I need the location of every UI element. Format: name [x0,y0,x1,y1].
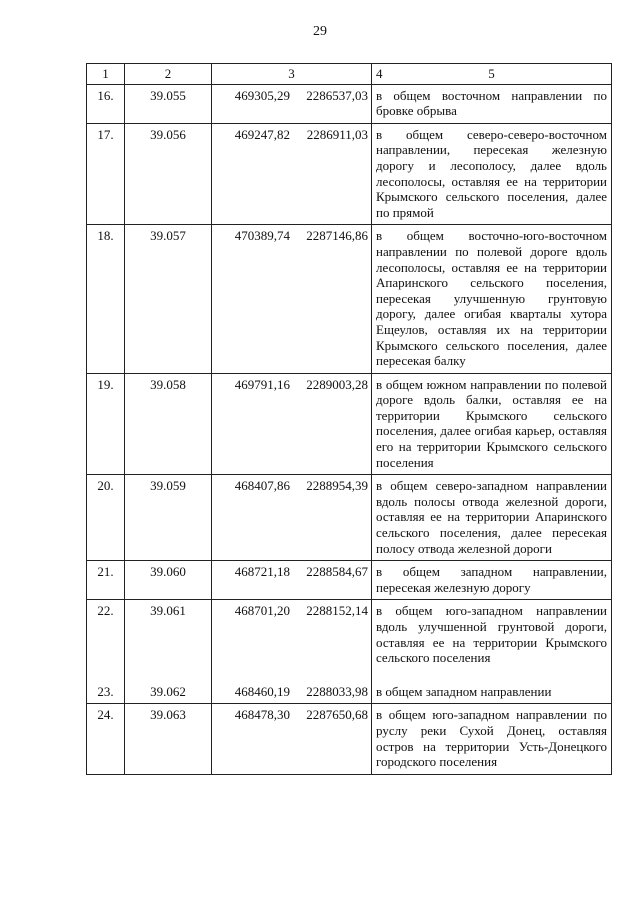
boundary-description: в общем юго-западном направлении по руслу реки Сухой Донец, оставляя остров на территории Усть-Донецкого городского поселения [372,704,612,774]
column-header-5: 5 [372,64,612,85]
coordinate-x: 468478,30 [234,707,290,723]
row-number: 20. [87,475,125,561]
coordinate-y: 2288584,67 [306,564,368,580]
coordinate-x: 469791,16 [234,376,290,392]
table-row [87,670,612,704]
coordinates [212,225,372,373]
coordinates [212,373,372,475]
coordinates [212,670,372,704]
table-row [87,225,612,373]
column-header-3: 3 [212,64,372,85]
coordinates [212,84,372,123]
point-id: 39.062 [125,670,212,704]
table-row [87,123,612,225]
table-row [87,600,612,670]
table-row [87,373,612,475]
coordinate-x: 470389,74 [234,228,290,244]
point-id: 39.063 [125,704,212,774]
coordinates [212,561,372,600]
point-id: 39.056 [125,123,212,225]
coordinate-y: 2288954,39 [306,478,368,494]
coordinate-x: 469305,29 [234,87,290,103]
column-header-2: 2 [125,64,212,85]
row-number: 19. [87,373,125,475]
coordinate-y: 2287650,68 [306,707,368,723]
coordinate-y: 2289003,28 [306,376,368,392]
coordinate-x: 469247,82 [234,126,290,142]
point-id: 39.059 [125,475,212,561]
point-id: 39.060 [125,561,212,600]
row-number: 17. [87,123,125,225]
point-id: 39.057 [125,225,212,373]
table-row [87,561,612,600]
point-id: 39.055 [125,84,212,123]
row-number: 18. [87,225,125,373]
coordinate-x: 468721,18 [234,564,290,580]
boundary-description: в общем северо-западном направлении вдоль полосы отвода железной дороги, оставляя ее на территории Апаринского сельского поселения, далее пересекая полосу отвода железной дороги [372,475,612,561]
boundary-description: в общем восточном направлении по бровке обрыва [372,84,612,123]
coordinate-y: 2287146,86 [306,228,368,244]
boundary-description: в общем юго-западном направлении вдоль улучшенной грунтовой дороги, оставляя ее на территории Крымского сельского поселения [372,600,612,670]
row-number: 16. [87,84,125,123]
table-row [87,84,612,123]
coordinates [212,704,372,774]
coordinate-x: 468407,86 [234,478,290,494]
table-row [87,475,612,561]
boundary-description: в общем восточно-юго-восточном направлении по полевой дороге вдоль лесополосы, оставляя ее на территории Апаринского сельского поселения, пересекая улучшенную грунтовую дорогу, далее огибая кварталы хутора Ещеулов, оставляя их на территории Крымского сельского поселения, далее пересекая балку [372,225,612,373]
page-number: 29 [313,24,327,39]
coordinates [212,600,372,670]
row-number: 24. [87,704,125,774]
coordinate-y: 2286911,03 [306,126,368,142]
coordinates [212,123,372,225]
table-row [87,704,612,774]
coordinate-y: 2288033,98 [306,683,368,699]
coordinate-x: 468460,19 [234,683,290,699]
coordinate-x: 468701,20 [234,603,290,619]
boundary-description: в общем северо-северо-восточном направлении, пересекая железную дорогу и лесополосу, далее вдоль лесополосы, оставляя ее на территории Крымского сельского поселения, далее по прямой [372,123,612,225]
coordinates [212,475,372,561]
coordinate-y: 2286537,03 [306,87,368,103]
table-header-row: 1 2 3 4 5 [87,64,612,85]
column-header-1: 1 [87,64,125,85]
boundary-description: в общем западном направлении, пересекая железную дорогу [372,561,612,600]
row-number: 23. [87,670,125,704]
coordinate-y: 2288152,14 [306,603,368,619]
boundary-table [86,63,612,775]
point-id: 39.061 [125,600,212,670]
row-number: 22. [87,600,125,670]
boundary-description: в общем южном направлении по полевой дороге вдоль балки, оставляя ее на территории Крымского сельского поселения, далее огибая карьер, оставляя его на территории Крымского сельского поселения [372,373,612,475]
boundary-description: в общем западном направлении [372,670,612,704]
point-id: 39.058 [125,373,212,475]
row-number: 21. [87,561,125,600]
